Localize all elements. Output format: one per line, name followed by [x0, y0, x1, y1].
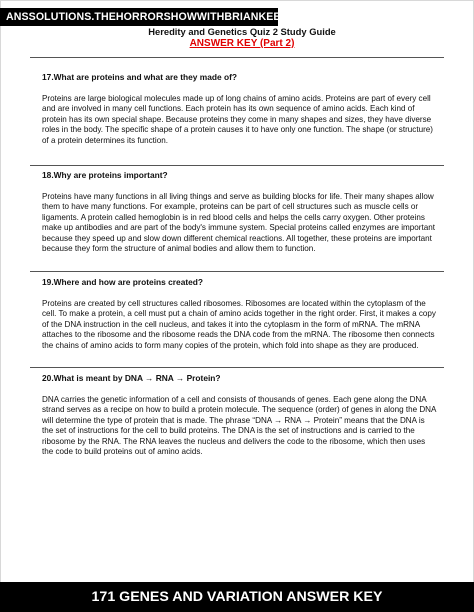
question-heading: 18.Why are proteins important? [42, 170, 168, 180]
divider [30, 271, 444, 272]
divider [30, 367, 444, 368]
section-17 [42, 72, 438, 146]
question-heading: 20.What is meant by DNA → RNA → Protein? [42, 373, 221, 383]
document-title: Heredity and Genetics Quiz 2 Study Guide [148, 26, 336, 37]
answer-paragraph: Proteins are large biological molecules made up of long chains of amino acids. Proteins are part of every cell and are involved in many cell functions. Each protein has its own sequence of amino acids. Each kind of protein has its own special shape. Because proteins they come in many shapes and sizes, they have diverse roles in the body. The specific shape of a protein causes it to have only one function. The shape (or structure) of a protein determines its function. [42, 94, 433, 145]
site-banner: ANSSOLUTIONS.THEHORRORSHOWWITHBRIANKEENE.COM [0, 8, 278, 26]
divider [30, 165, 444, 166]
document-subtitle: ANSWER KEY (Part 2) [189, 38, 295, 49]
question-heading: 17.What are proteins and what are they made of? [42, 72, 237, 82]
divider [30, 57, 444, 58]
question-heading: 19.Where and how are proteins created? [42, 277, 204, 287]
answer-paragraph: Proteins are created by cell structures called ribosomes. Ribosomes are located within the cytoplasm of the cell. To make a protein, a cell must put a chain of amino acids together in the right order. First, it makes a copy of the DNA instruction in the cell nucleus, and takes it into the cytoplasm in the form of mRNA. The mRNA attaches to the ribosome and the ribosome reads the DNA code from the mRNA. The ribosome then connects the chains of amino acids to form many copies of the protein, which fold into shape as they are produced. [42, 299, 436, 350]
section-20 [42, 373, 438, 457]
answer-paragraph: Proteins have many functions in all living things and serve as building blocks for life. Their many shapes allow them to have many functions. For example, proteins can be part of cell structures such as muscle cells or ligaments. A protein called hemoglobin is in red blood cells and helps the cells carry oxygen. Other proteins make up antibodies and are part of the body's immune system. Special proteins called enzymes are important because they speed up and slow down different chemical reactions. All together, these proteins are important because they form the structure of animal bodies and allow them to function. [42, 192, 435, 254]
answer-paragraph: DNA carries the genetic information of a cell and consists of thousands of genes. Each gene along the DNA strand serves as a recipe on how to build a protein molecule. The sequence (order) of genes in along the DNA will determine the type of protein that is made. The phrase “DNA → RNA → Protein” means that the DNA is the set of instructions for the cell to build proteins. The DNA is the set of instructions and is carried to the ribosome by the RNA. The RNA leaves the nucleus and delivers the code to the ribosome, which then uses the code to build proteins out of amino acids. [42, 395, 436, 457]
section-18 [42, 170, 438, 254]
footer-banner: 171 GENES AND VARIATION ANSWER KEY [0, 582, 474, 612]
section-19 [42, 277, 438, 351]
